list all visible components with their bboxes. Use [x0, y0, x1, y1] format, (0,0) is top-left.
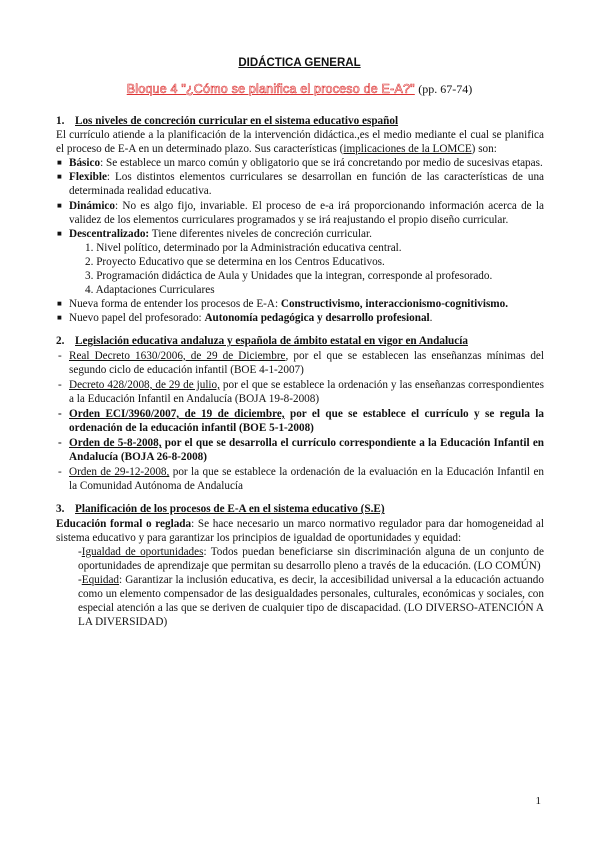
bullet-icon: ■ [57, 200, 62, 210]
section-title: Planificación de los procesos de E-A en el sistema educativo (S.E) [75, 503, 385, 516]
legislation-item [56, 407, 544, 435]
bullet-icon: ■ [57, 313, 62, 323]
characteristics-list [56, 156, 544, 241]
list-item [56, 199, 544, 227]
list-item [56, 311, 544, 325]
section-3-heading [56, 502, 544, 516]
law-description: por el que se desarrolla el currículo correspondiente a la Educación Infantil en Andalucía (BOJA 26-8-2008) [69, 437, 545, 464]
page-range: (pp. 67-74) [418, 82, 473, 96]
page-number: 1 [535, 795, 541, 807]
item-term: Dinámico [69, 199, 115, 212]
section-1-intro [56, 128, 544, 156]
section-number: 3. [56, 503, 65, 516]
law-description: por la que se establece la ordenación de la evaluación en la Educación Infantil en la Comunidad Autónoma de Andalucía [69, 466, 544, 493]
law-reference: Real Decreto 1630/2006, de 29 de Diciembre, [69, 349, 289, 362]
legislation-item [56, 378, 544, 406]
item-emphasis: Autonomía pedagógica y desarrollo profesional [204, 312, 430, 325]
item-text: : Los distintos elementos curriculares se desarrollan en función de las características de una determinada realidad educativa. [69, 171, 544, 198]
item-emphasis: Constructivismo, interaccionismo-cognitivismo. [280, 298, 509, 311]
law-reference: Orden ECI/3960/2007, de 19 de diciembre, [69, 407, 285, 420]
intro-text: El currículo atiende a la planificación de la intervención didáctica.,es el medio mediante el cual se planifica el proceso de E-A en un determinado plazo. Sus características ( [56, 129, 544, 156]
paragraph-text: : Todos puedan beneficiarse sin discriminación alguna de un conjunto de oportunidades de aprendizaje que permitan su desarrollo pleno a través de la educación. (LO COMÚN) [78, 545, 544, 572]
bullet-icon: ■ [57, 299, 62, 309]
intro-text-end: ) son: [471, 143, 497, 156]
equity-paragraph [56, 573, 544, 629]
paragraph-prefix: - [78, 545, 82, 558]
bullet-icon: ■ [57, 158, 62, 168]
list-item [56, 156, 544, 170]
list-item [56, 170, 544, 198]
concretion-levels-list [85, 241, 544, 297]
law-reference: Orden de 29-12-2008, [69, 466, 170, 479]
dash-icon: - [58, 407, 62, 420]
level-item: 3. Programación didáctica de Aula y Unidades que la integran, corresponde al profesorado. [85, 270, 493, 283]
document-title: DIDÁCTICA GENERAL [238, 57, 361, 69]
list-item [56, 227, 544, 241]
legislation-item [56, 349, 544, 377]
item-text: : Se establece un marco común y obligatorio que se irá concretando por medio de sucesivas etapas. [100, 157, 543, 170]
section-title: Los niveles de concreción curricular en el sistema educativo español [75, 115, 399, 127]
bullet-icon: ■ [57, 172, 62, 182]
paragraph-term: Equidad [81, 573, 120, 586]
dash-icon: - [58, 349, 62, 362]
paragraph-term: Igualdad de oportunidades [81, 545, 204, 558]
section-number: 2. [56, 335, 65, 348]
dash-icon: - [58, 437, 62, 450]
paragraph-text: : Garantizar la inclusión educativa, es decir, la accesibilidad universal a la educación actuando como un elemento compensador de las desigualdades personales, culturales, económicas y sociales, con especial atención a las que se deriven de cualquier tipo de discapacidad. (LO DIVERSO-ATENCIÓN A LA DIVERSIDAD) [78, 573, 544, 629]
law-reference: Orden de 5-8-2008, [69, 437, 162, 450]
dash-icon: - [58, 378, 62, 391]
extra-list [56, 297, 544, 325]
legislation-list [56, 349, 544, 494]
bullet-icon: ■ [57, 228, 62, 238]
equal-opportunity-paragraph [56, 545, 544, 573]
paragraph-prefix: - [78, 573, 82, 586]
item-text: Nuevo papel del profesorado: [69, 312, 205, 325]
dash-icon: - [58, 466, 62, 479]
section-title: Legislación educativa andaluza y española de ámbito estatal en vigor en Andalucía [75, 335, 468, 348]
section-number: 1. [56, 115, 65, 127]
item-text: Nueva forma de entender los procesos de E-A: [69, 298, 281, 311]
law-description: por el que se establece la ordenación y las enseñanzas correspondientes a la Educación Infantil en Andalucía (BOJA 19-8-2008) [69, 378, 544, 405]
list-item [56, 297, 544, 311]
section-1-heading [56, 114, 544, 128]
section-2-heading [56, 334, 544, 348]
level-item: 2. Proyecto Educativo que se determina en los Centros Educativos. [85, 255, 385, 268]
level-item: 4. Adaptaciones Curriculares [85, 284, 215, 297]
block-title: Bloque 4 "¿Cómo se planifica el proceso de E-A?" [126, 82, 415, 96]
law-description: por el que se establecen las enseñanzas mínimas del segundo ciclo de educación infantil (BOE 4-1-2007) [69, 349, 544, 376]
legislation-item [56, 465, 544, 493]
item-text: Tiene diferentes niveles de concreción curricular. [149, 227, 372, 240]
intro-text: : Se hace necesario un marco normativo regulador para dar homogeneidad al sistema educativo y para garantizar los principios de igualdad de oportunidades y equidad: [56, 517, 544, 544]
item-term: Descentralizado: [69, 227, 150, 240]
level-item: 1. Nivel político, determinado por la Administración educativa central. [85, 241, 402, 254]
document-body [56, 114, 544, 629]
law-description: por el que se establece el currículo y se regula la ordenación de la educación infantil (BOE 5-1-2008) [69, 407, 545, 434]
item-end: . [429, 312, 433, 325]
document-subtitle [0, 82, 599, 97]
legislation-item [56, 436, 544, 464]
item-text: : No es algo fijo, invariable. El proceso de e-a irá proporcionando información acerca de la validez de los elementos curriculares programados y se irá reajustando el propio diseño curricular. [69, 199, 544, 226]
item-term: Básico [69, 157, 101, 170]
law-reference: Decreto 428/2008, de 29 de julio, [69, 378, 220, 391]
intro-underlined: implicaciones de la LOMCE [343, 143, 472, 156]
intro-term: Educación formal o reglada [56, 517, 192, 530]
section-3-intro [56, 517, 544, 545]
item-term: Flexible [69, 171, 107, 184]
